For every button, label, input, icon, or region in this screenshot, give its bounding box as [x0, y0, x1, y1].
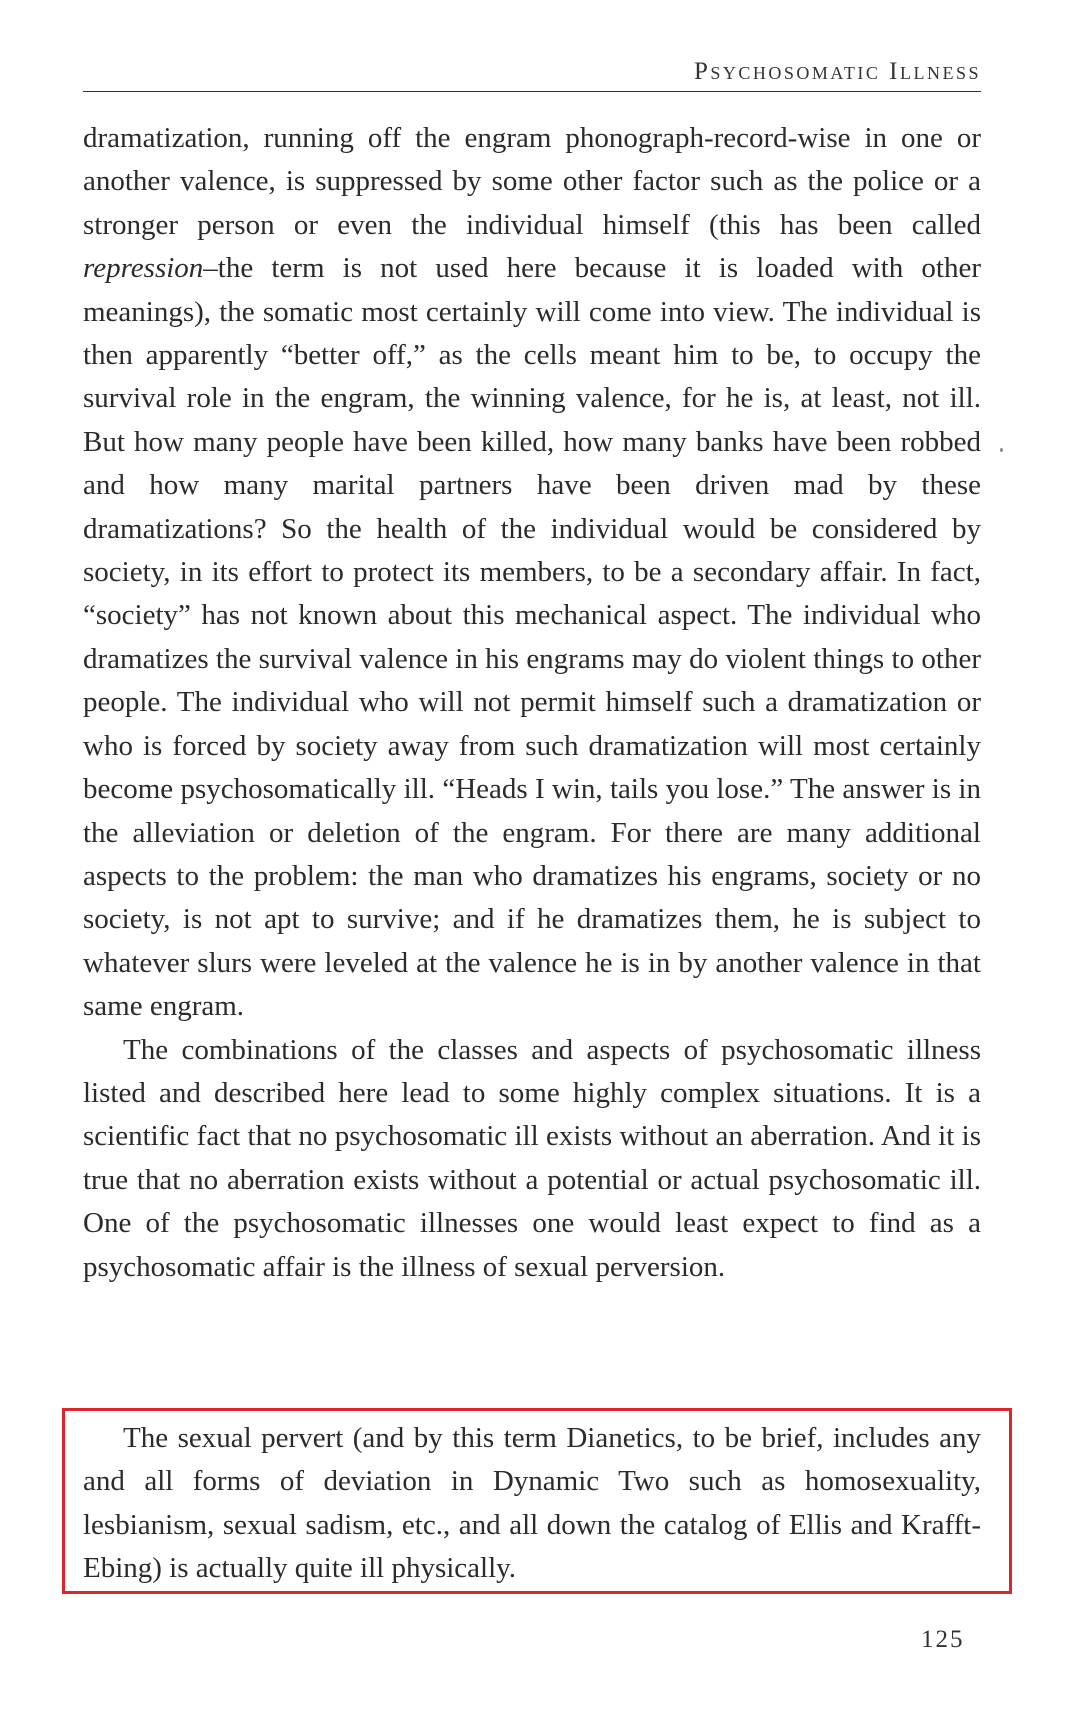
header-rule [83, 91, 981, 92]
paragraph-1 [83, 117, 981, 1029]
scan-speck [1000, 448, 1003, 452]
page-number: 125 [921, 1626, 965, 1653]
body-text [83, 117, 981, 1289]
paragraph-1-text-end: –the term is not used here because it is loaded with other meanings), the somatic most certainly will come into view. The individual is then apparently “better off,” as the cells meant him to be, to occupy the survival role in the engram, the winning valence, for he is, at least, not ill. But how many people have been killed, how many banks have been robbed and how many marital partners have been driven mad by these dramatizations? So the health of the individual would be considered by society, in its effort to protect its members, to be a secondary affair. In fact, “society” has not known about this mechanical aspect. The individual who dramatizes the survival valence in his engrams may do violent things to other people. The individual who will not permit himself such a dramatization or who is forced by society away from such dramatization will most certainly become psychosomatically ill. “Heads I win, tails you lose.” The answer is in the alleviation or deletion of the engram. For there are many additional aspects to the problem: the man who dramatizes his engrams, society or no society, is not apt to survive; and if he dramatizes them, he is subject to whatever slurs were leveled at the valence he is in by another valence in that same engram. [83, 252, 981, 1023]
highlighted-paragraph: The sexual pervert (and by this term Dianetics, to be brief, includes any and all forms of deviation in Dynamic Two such as homosexuality, lesbianism, sexual sadism, etc., and all down the catalog of Ellis and Krafft-Ebing) is actually quite ill physically. [83, 1422, 981, 1585]
paragraph-2: The combinations of the classes and aspects of psychosomatic illness listed and described here lead to some highly complex situations. It is a scientific fact that no psychosomatic ill exists without an aberration. And it is true that no aberration exists without a potential or actual psychosomatic ill. One of the psychosomatic illnesses one would least expect to find as a psychosomatic affair is the illness of sexual perversion. [83, 1033, 981, 1283]
running-head: Psychosomatic Illness [693, 58, 981, 85]
paragraph-1-text-start: dramatization, running off the engram phonograph-record-wise in one or another valence, is suppressed by some other factor such as the police or a stronger person or even the individual himself (this has been called [83, 122, 981, 241]
italic-term: repression [83, 252, 204, 285]
